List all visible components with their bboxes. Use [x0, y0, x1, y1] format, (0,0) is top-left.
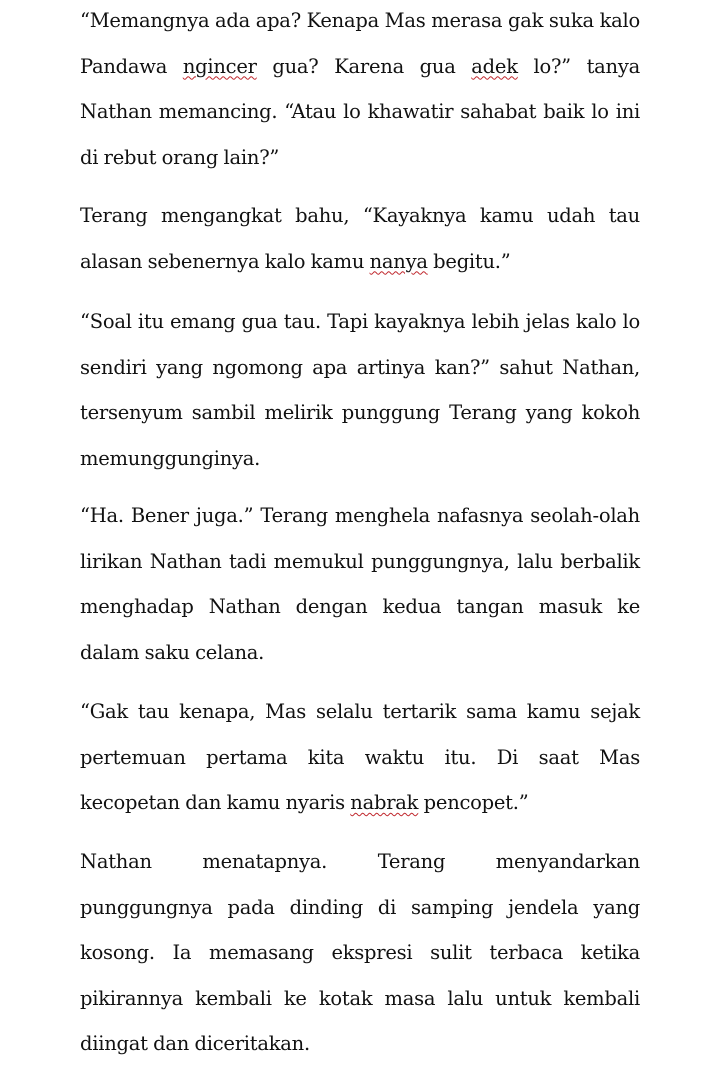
paragraph [80, 493, 640, 675]
text-run: Terang mengangkat bahu, “Kayaknya kamu udah tau alasan sebenernya kalo kamu [80, 204, 640, 273]
document-page [80, 0, 640, 1055]
text-run: “Soal itu emang gua tau. Tapi kayaknya lebih jelas kalo lo sendiri yang ngomong apa artinya kan?” sahut Nathan, tersenyum sambil melirik punggung Terang yang kokoh memunggunginya. [80, 310, 640, 470]
misspelled-word: ngincer [182, 54, 257, 78]
paragraph [80, 193, 640, 284]
paragraph [80, 689, 640, 826]
misspelled-word: nabrak [350, 791, 419, 814]
paragraph [80, 0, 640, 180]
paragraph [80, 299, 640, 481]
text-run: “Memangnya ada apa? Kenapa Mas merasa gak suka kalo Pandawa [80, 9, 640, 78]
text-run: gua? Karena gua [256, 54, 472, 78]
text-run: lo?” tanya Nathan memancing. “Atau lo khawatir sahabat baik lo ini di rebut orang lain?” [80, 54, 640, 169]
text-run: “Gak tau kenapa, Mas selalu tertarik sama kamu sejak pertemuan pertama kita waktu itu. Di saat Mas kecopetan dan kamu nyaris [80, 700, 640, 814]
text-run: Nathan menatapnya. Terang menyandarkan punggungnya pada dinding di samping jendela yang kosong. Ia memasang ekspresi sulit terbaca ketika pikirannya kembali ke kotak masa lalu untuk kembali diingat dan diceritakan. [80, 850, 640, 1055]
text-run: begitu.” [427, 249, 511, 273]
text-run: pencopet.” [418, 791, 529, 814]
misspelled-word: nanya [369, 249, 428, 273]
misspelled-word: adek [471, 54, 518, 78]
text-run: “Ha. Bener juga.” Terang menghela nafasnya seolah-olah lirikan Nathan tadi memukul punggungnya, lalu berbalik menghadap Nathan dengan kedua tangan masuk ke dalam saku celana. [80, 504, 640, 664]
paragraph [80, 839, 640, 1067]
